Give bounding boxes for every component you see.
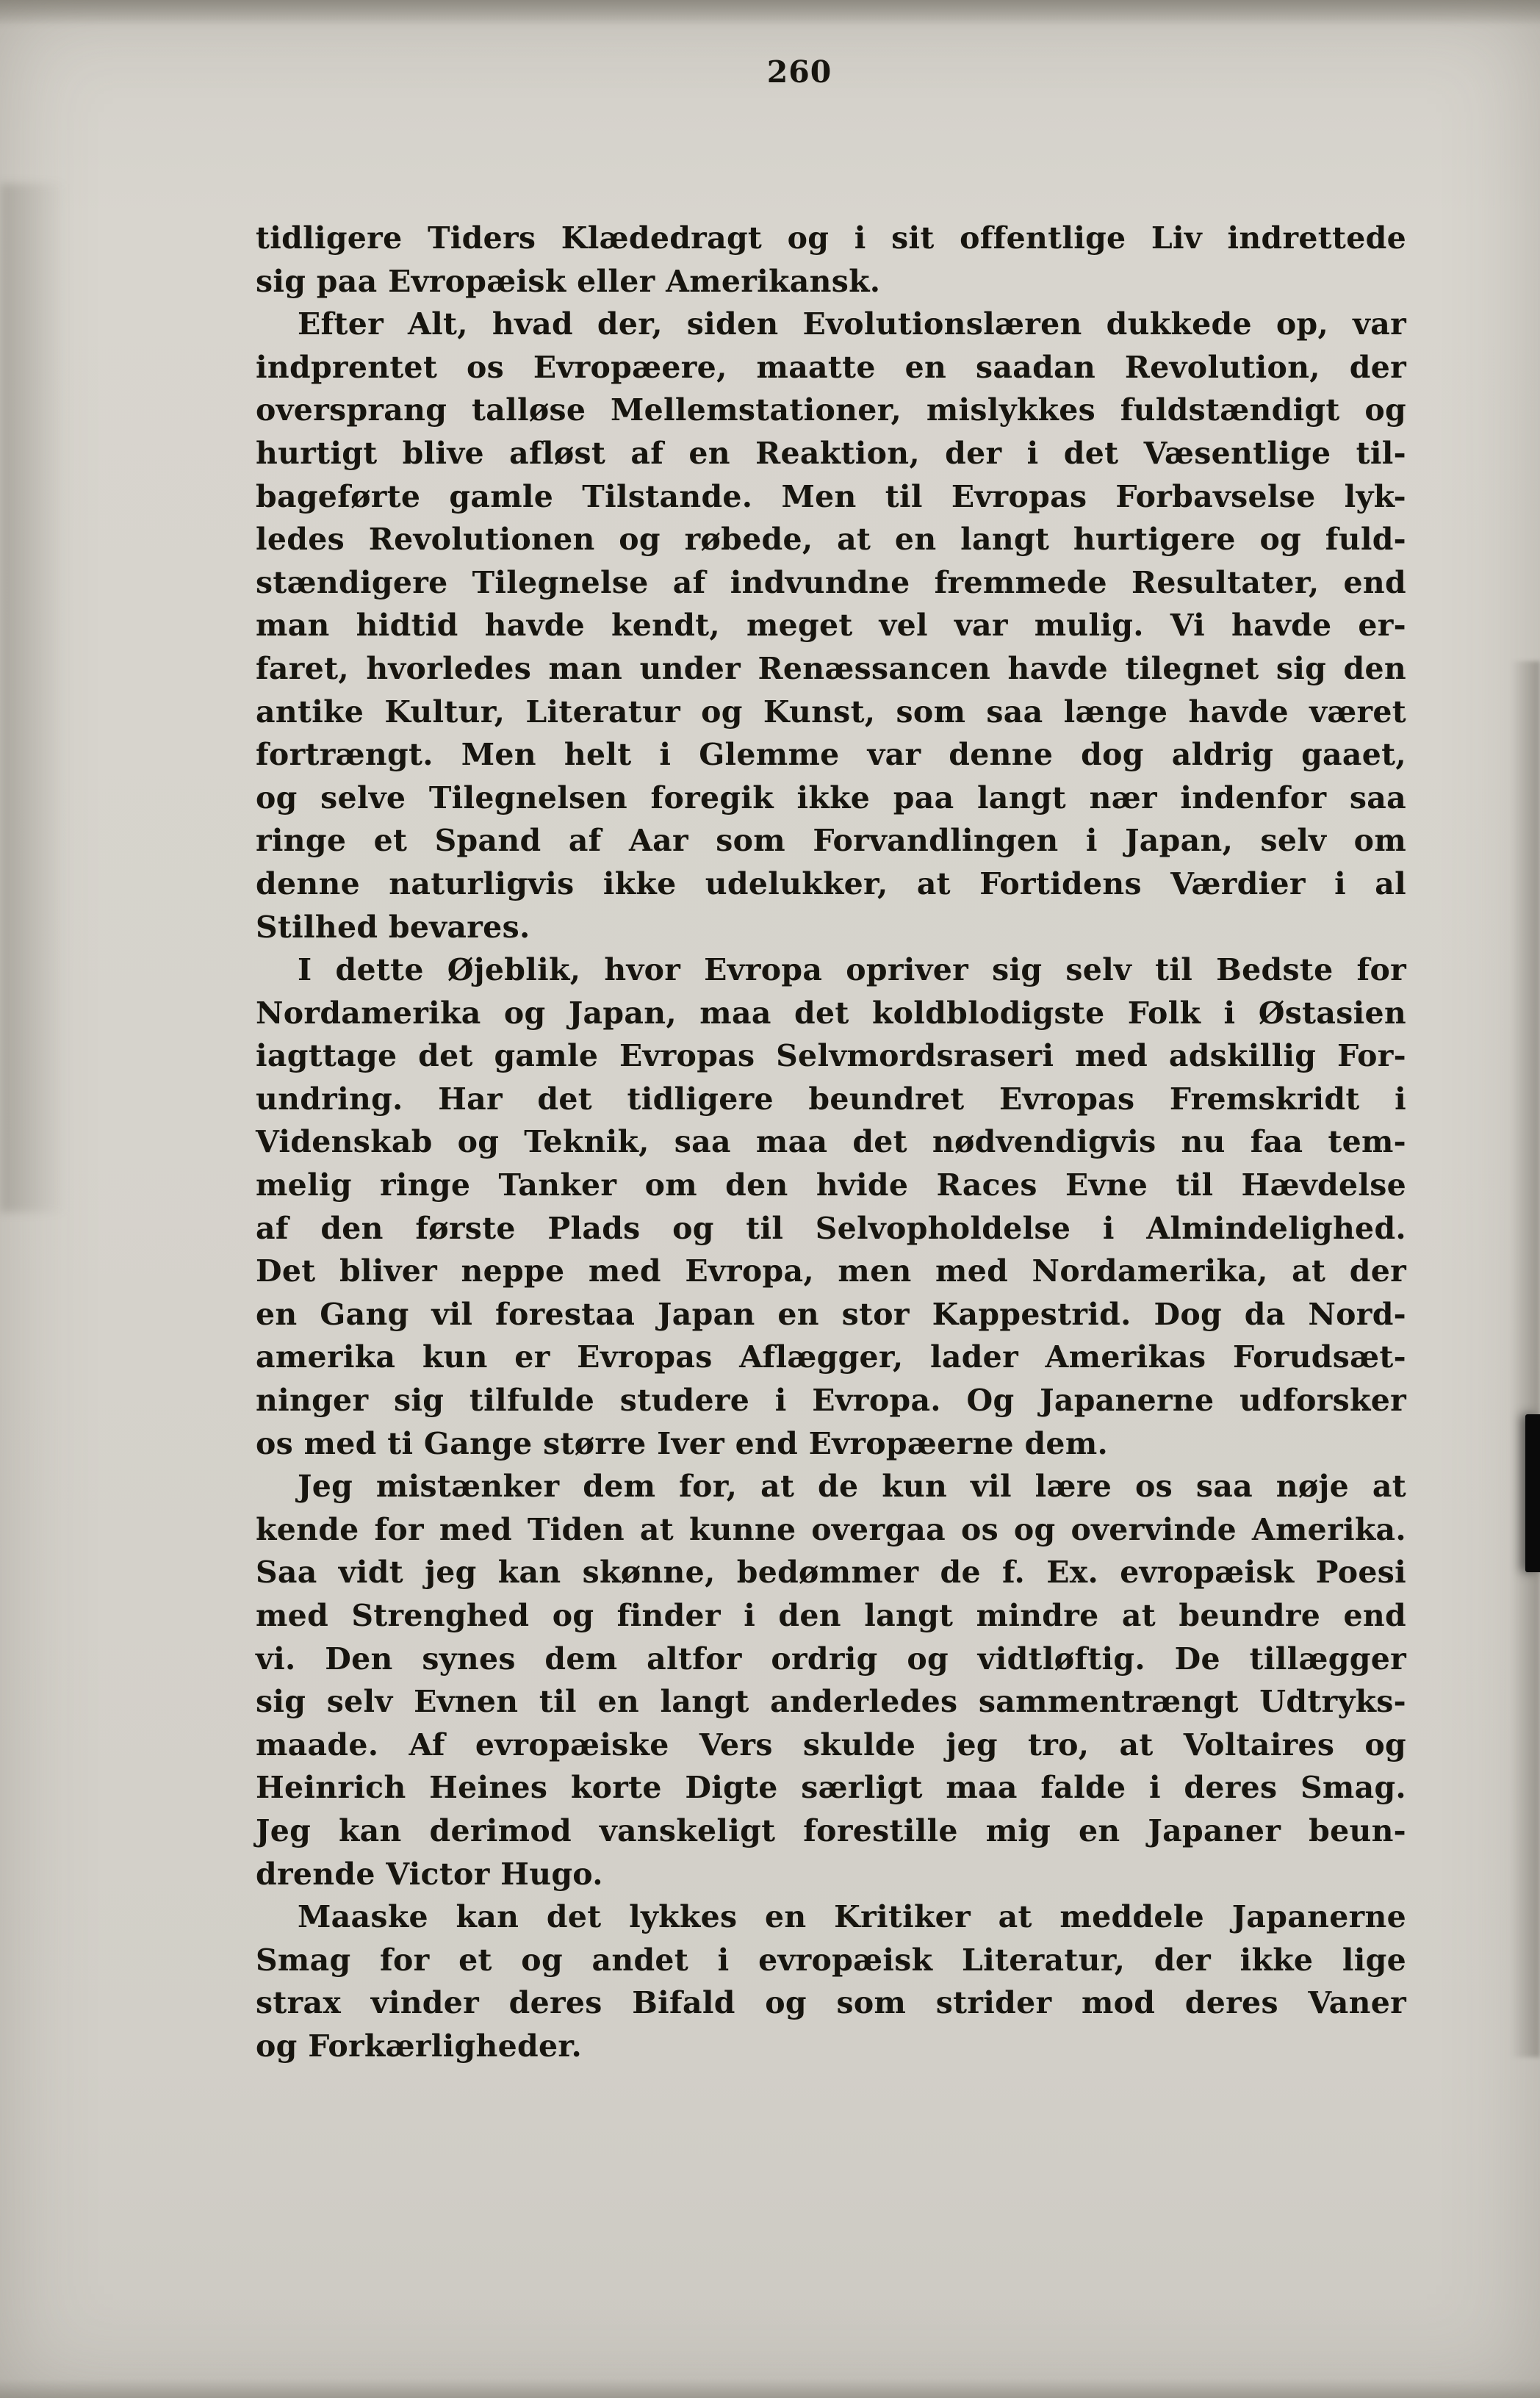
text-line: amerika kun er Evropas Aflægger, lader Amerikas Forudsæt-	[256, 1339, 1406, 1375]
text-block	[256, 217, 1406, 2068]
text-line: I dette Øjeblik, hvor Evropa opriver sig selv til Bedste for	[298, 952, 1406, 988]
text-line: ninger sig tilfulde studere i Evropa. Og Japanerne udforsker	[256, 1383, 1406, 1419]
text-line: ledes Revolutionen og røbede, at en langt hurtigere og fuld-	[256, 522, 1406, 558]
text-line: kende for med Tiden at kunne overgaa os og overvinde Amerika.	[256, 1511, 1406, 1547]
text-line: undring. Har det tidligere beundret Evropas Fremskridt i	[256, 1081, 1406, 1117]
text-line: Efter Alt, hvad der, siden Evolutionslæren dukkede op, var	[298, 306, 1406, 342]
text-line: man hidtid havde kendt, meget vel var mulig. Vi havde er-	[256, 608, 1406, 644]
text-line: strax vinder deres Bifald og som strider mod deres Vaner	[256, 1985, 1406, 2021]
text-line: Jeg kan derimod vanskeligt forestille mig en Japaner beun-	[256, 1812, 1406, 1848]
text-line: Smag for et og andet i evropæisk Literatur, der ikke lige	[256, 1942, 1406, 1978]
page-number: 260	[766, 54, 832, 90]
text-line: Nordamerika og Japan, maa det koldblodigste Folk i Østasien	[256, 995, 1406, 1031]
scan-artifact-left-smudge	[0, 184, 66, 1212]
scan-artifact-top-band	[0, 0, 1540, 25]
text-line: oversprang talløse Mellemstationer, mislykkes fuldstændigt og	[256, 392, 1406, 428]
text-line: Videnskab og Teknik, saa maa det nødvendigvis nu faa tem-	[256, 1124, 1406, 1160]
text-line: med Strenghed og finder i den langt mindre at beundre end	[256, 1598, 1406, 1633]
text-line: drende Victor Hugo.	[256, 1856, 603, 1892]
text-line: Maaske kan det lykkes en Kritiker at meddele Japanerne	[298, 1899, 1406, 1935]
text-line: og Forkærligheder.	[256, 2028, 583, 2064]
text-line: indprentet os Evropæere, maatte en saadan Revolution, der	[256, 349, 1406, 385]
text-line: melig ringe Tanker om den hvide Races Evne til Hævdelse	[256, 1167, 1406, 1203]
text-line: maade. Af evropæiske Vers skulde jeg tro, at Voltaires og	[256, 1727, 1406, 1763]
scan-artifact-bottom-band	[0, 2379, 1540, 2398]
text-line: bageførte gamle Tilstande. Men til Evropas Forbavselse lyk-	[256, 478, 1406, 514]
text-line: Heinrich Heines korte Digte særligt maa falde i deres Smag.	[256, 1770, 1406, 1806]
text-line: af den første Plads og til Selvopholdelse i Almindelighed.	[256, 1210, 1406, 1246]
text-line: Saa vidt jeg kan skønne, bedømmer de f. Ex. evropæisk Poesi	[256, 1555, 1406, 1591]
scan-artifact-right-ink-mark	[1525, 1414, 1540, 1572]
scan-artifact-right-smudge	[1511, 661, 1540, 2057]
text-line: Stilhed bevares.	[256, 909, 530, 945]
text-line: hurtigt blive afløst af en Reaktion, der i det Væsentlige til-	[256, 435, 1406, 471]
text-line: stændigere Tilegnelse af indvundne fremmede Resultater, end	[256, 564, 1406, 600]
text-line: og selve Tilegnelsen foregik ikke paa langt nær indenfor saa	[256, 779, 1406, 815]
text-line: sig paa Evropæisk eller Amerikansk.	[256, 263, 881, 299]
text-line: antike Kultur, Literatur og Kunst, som saa længe havde været	[256, 694, 1406, 730]
text-line: vi. Den synes dem altfor ordrig og vidtløftig. De tillægger	[256, 1641, 1406, 1677]
text-line: tidligere Tiders Klædedragt og i sit offentlige Liv indrettede	[256, 220, 1406, 256]
text-line: denne naturligvis ikke udelukker, at Fortidens Værdier i al	[256, 865, 1406, 901]
text-line: Jeg mistænker dem for, at de kun vil lære os saa nøje at	[298, 1469, 1406, 1505]
text-line: fortrængt. Men helt i Glemme var denne dog aldrig gaaet,	[256, 737, 1406, 773]
text-line: faret, hvorledes man under Renæssancen havde tilegnet sig den	[256, 650, 1406, 686]
text-line: ringe et Spand af Aar som Forvandlingen i Japan, selv om	[256, 823, 1406, 859]
text-line: en Gang vil forestaa Japan en stor Kappestrid. Dog da Nord-	[256, 1296, 1406, 1332]
text-line: iagttage det gamle Evropas Selvmordsraseri med adskillig For-	[256, 1038, 1406, 1074]
text-line: os med ti Gange større Iver end Evropæerne dem.	[256, 1425, 1109, 1461]
text-line: Det bliver neppe med Evropa, men med Nordamerika, at der	[256, 1253, 1406, 1289]
text-line: sig selv Evnen til en langt anderledes sammentrængt Udtryks-	[256, 1684, 1406, 1720]
